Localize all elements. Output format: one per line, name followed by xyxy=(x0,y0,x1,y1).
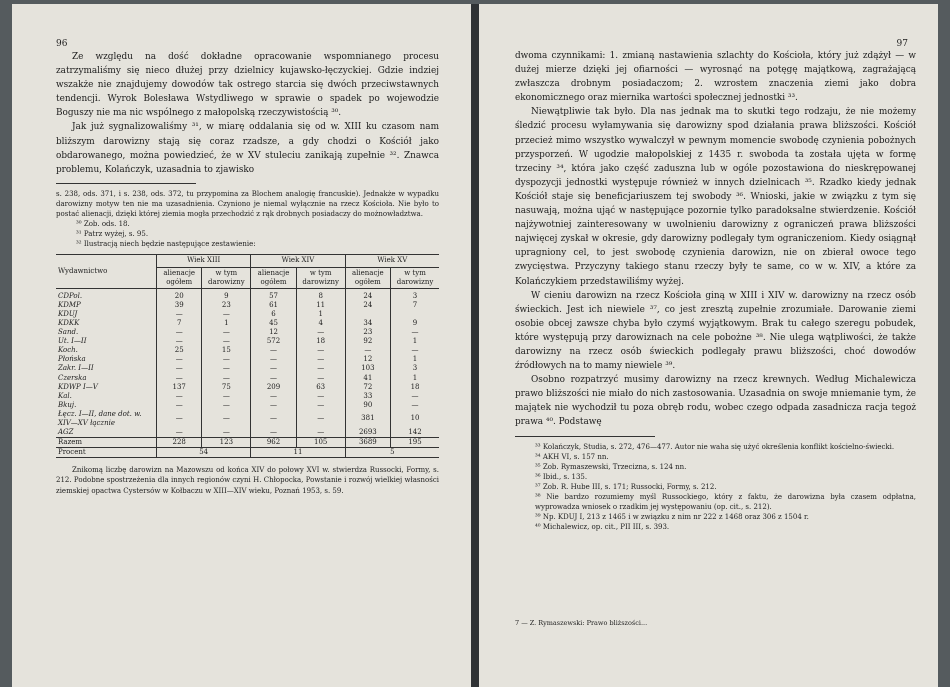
table-cell: — xyxy=(157,401,202,410)
table-cell: Ut. I—II xyxy=(58,337,87,346)
table-cell: — xyxy=(251,428,296,438)
subheader: alienacje ogółem xyxy=(345,267,390,288)
paragraph: W cieniu darowizn na rzecz Kościoła giną w XIII i XIV w. darowizny na rzecz osób świeckich. Jest ich niewiele ³⁷, co jest zresztą zupełnie zrozumiałe. Darowanie ziemi osobie obcej zawsze chyba było czymś wyjątkowym. Brak tu całego szeregu pobudek, które występują przy darowiznach na cele pobożne ³⁸. Nie ulega wątpliwości, że także darowizny na rzecz osób świeckich podlegały prawu bliższości, choć dowodów źródłowych na to mamy niewiele ³⁹. xyxy=(515,290,916,372)
table-cell: — xyxy=(296,364,345,373)
table-cell: 12 xyxy=(345,355,390,364)
book-gutter xyxy=(471,4,479,687)
table-cell: 5 xyxy=(345,448,439,458)
table-cell: Koch. xyxy=(58,346,78,355)
right-body-text xyxy=(515,49,916,430)
table-cell: 33 xyxy=(345,392,390,401)
page-number-left: 96 xyxy=(56,39,68,49)
table-cell: 23 xyxy=(202,301,251,310)
table-cell: CDPol. xyxy=(58,291,83,300)
table-cell: 75 xyxy=(202,383,251,392)
table-cell: — xyxy=(391,401,439,410)
table-row xyxy=(56,355,439,364)
table-cell: — xyxy=(202,392,251,401)
left-body-text xyxy=(56,50,439,177)
table-cell: Zakr. I—II xyxy=(58,364,94,373)
table-cell: KDKK xyxy=(58,318,80,327)
table-cell: 10 xyxy=(391,410,439,428)
table-cell: KDMP xyxy=(58,300,81,309)
table-cell: KDUJ xyxy=(58,309,78,318)
table-cell: 3 xyxy=(391,288,439,301)
right-page xyxy=(479,4,938,687)
table-cell: — xyxy=(296,428,345,438)
table-cell: — xyxy=(157,410,202,428)
group-header: Wiek XIV xyxy=(251,255,345,267)
table-cell: — xyxy=(202,401,251,410)
table-cell: 103 xyxy=(345,364,390,373)
left-page xyxy=(12,4,471,687)
table-cell: KDWP I—V xyxy=(58,382,98,391)
table-cell: 20 xyxy=(157,288,202,301)
table-cell: 57 xyxy=(251,288,296,301)
table-cell: 1 xyxy=(202,319,251,328)
table-cell: — xyxy=(157,392,202,401)
table-cell: 9 xyxy=(202,288,251,301)
table-cell: 54 xyxy=(157,448,251,458)
table-cell: — xyxy=(296,355,345,364)
table-cell: — xyxy=(296,392,345,401)
table-cell: — xyxy=(157,364,202,373)
table-cell: 23 xyxy=(345,328,390,337)
right-footnotes xyxy=(515,442,916,533)
table-row xyxy=(56,328,439,337)
table-cell xyxy=(345,310,390,319)
footnote: ³² Ilustracją niech będzie następujące zestawienie: xyxy=(76,240,256,249)
table-row xyxy=(56,364,439,373)
table-cell: 962 xyxy=(251,438,296,448)
subheader: w tym darowizny xyxy=(202,267,251,288)
table-cell: 1 xyxy=(391,355,439,364)
table-cell: 137 xyxy=(157,383,202,392)
table-cell: 1 xyxy=(296,310,345,319)
table-cell: — xyxy=(202,355,251,364)
table-cell: — xyxy=(391,346,439,355)
footnote: ³⁹ Np. KDUJ I, 213 z 1465 i w związku z nim nr 222 z 1468 oraz 306 z 1504 r. xyxy=(535,513,809,522)
table-cell: — xyxy=(202,428,251,438)
table-cell: — xyxy=(251,364,296,373)
table-body xyxy=(56,288,439,438)
table-cell: 228 xyxy=(157,438,202,448)
table-cell: 24 xyxy=(345,301,390,310)
table-cell: — xyxy=(296,410,345,428)
table-cell: 18 xyxy=(391,383,439,392)
column-header-publication: Wydawnictwo xyxy=(56,255,157,288)
table-cell: AGZ xyxy=(58,428,74,437)
table-cell xyxy=(391,310,439,319)
table-cell: Bkuj. xyxy=(58,400,77,409)
table-cell: 41 xyxy=(345,374,390,383)
table-cell: — xyxy=(202,328,251,337)
table-cell: 572 xyxy=(251,337,296,346)
group-header: Wiek XV xyxy=(345,255,439,267)
table-cell: — xyxy=(251,355,296,364)
table-row xyxy=(56,346,439,355)
table-cell: 3689 xyxy=(345,438,390,448)
footnote: s. 238, ods. 371, i s. 238, ods. 372, tu przypomina za Blochem analogię francuskie). Jednakże w wypadku darowizny motyw ten nie ma uzasadnienia. Czyniono je niemal wyłącznie na rzecz Kościoła. Nie było to postać alienacji, dzięki której ziemia mogła przechodzić z rąk drobnych posiadaczy do możnowładztwa. xyxy=(56,189,439,219)
table-cell: Łęcz. I—II, dane dot. w. XIV—XV łącznie xyxy=(58,409,142,427)
table-row xyxy=(56,383,439,392)
table-cell: — xyxy=(296,401,345,410)
table-cell: — xyxy=(251,374,296,383)
footnote: ³⁸ Nie bardzo rozumiemy myśl Russockiego, który z faktu, że darowizna była czasem odpłatna, wyprowadza wniosek o rzadkim jej występowaniu (op. cit., s. 212). xyxy=(535,493,916,512)
table-cell: 8 xyxy=(296,288,345,301)
table-caption xyxy=(56,465,439,495)
table-cell: Czerska xyxy=(58,373,87,382)
table-cell: 105 xyxy=(296,438,345,448)
footnote: ³⁶ Ibid., s. 135. xyxy=(535,472,588,481)
footnote: ⁴⁰ Michalewicz, op. cit., PII III, s. 393. xyxy=(535,523,670,532)
group-header: Wiek XIII xyxy=(157,255,251,267)
table-cell: — xyxy=(296,346,345,355)
table-cell: Sand. xyxy=(58,328,79,337)
table-cell: — xyxy=(157,337,202,346)
table-row xyxy=(56,337,439,346)
table-cell: 1 xyxy=(391,337,439,346)
table-cell: 34 xyxy=(345,319,390,328)
table-row xyxy=(56,401,439,410)
table-cell: 7 xyxy=(391,301,439,310)
table-cell: — xyxy=(157,310,202,319)
table-cell: 7 xyxy=(157,319,202,328)
table-row xyxy=(56,301,439,310)
printer-signature: 7 — Z. Rymaszewski: Prawo bliższości... xyxy=(515,619,648,627)
table-cell: — xyxy=(202,410,251,428)
table-cell: 209 xyxy=(251,383,296,392)
table-cell: 63 xyxy=(296,383,345,392)
table-cell: 15 xyxy=(202,346,251,355)
table-cell: 9 xyxy=(391,319,439,328)
table-cell: — xyxy=(202,364,251,373)
table-cell: — xyxy=(202,337,251,346)
table-cell: 11 xyxy=(296,301,345,310)
table-cell: 123 xyxy=(202,438,251,448)
table-cell: Procent xyxy=(56,448,157,458)
paragraph: Osobno rozpatrzyć musimy darowizny na rzecz krewnych. Według Michalewicza prawo bliższości nie miało do nich zastosowania. Uzasadnia on swoje mniemanie tym, że majątek nie wychodził tu poza obręb rodu, wobec czego odpada zasadnicza racja tegoż prawa ⁴⁰. Podstawę xyxy=(515,375,916,428)
page-number-right: 97 xyxy=(896,39,908,49)
table-cell: 142 xyxy=(391,428,439,438)
table-row xyxy=(56,410,439,428)
table-cell: — xyxy=(157,328,202,337)
table-cell: — xyxy=(202,374,251,383)
table-cell: — xyxy=(296,374,345,383)
footnote: ³⁰ Zob. ods. 18. xyxy=(76,220,130,229)
table-cell: — xyxy=(202,310,251,319)
footnote: ³⁴ AKH VI, s. 157 nn. xyxy=(535,452,609,461)
paragraph: Ze względu na dość dokładne opracowanie wspomnianego procesu zatrzymaliśmy się nieco dłużej przy dzielnicy kujawsko-łęczyckiej. Gdzie indziej wszakże nie znajdujemy dowodów tak ostrego starcia się dwóch przeciwstawnych tendencji. Wyrok Bolesława Wstydliwego w sprawie o spadek po wojewodzie Boguszy nie ma nic wspólnego z małopolską rzeczywistością ³⁰. xyxy=(56,52,439,119)
donations-table xyxy=(56,254,439,458)
table-cell: 72 xyxy=(345,383,390,392)
table-cell: — xyxy=(157,428,202,438)
table-cell: 12 xyxy=(251,328,296,337)
footnote-divider xyxy=(56,183,196,184)
table-percent-row xyxy=(56,448,439,458)
table-cell: Płońska xyxy=(58,355,86,364)
table-cell: 18 xyxy=(296,337,345,346)
table-total-row xyxy=(56,438,439,448)
table-cell: 195 xyxy=(391,438,439,448)
table-cell: — xyxy=(391,392,439,401)
table-cell: — xyxy=(296,328,345,337)
table-cell: — xyxy=(157,355,202,364)
table-row xyxy=(56,428,439,438)
paragraph: Jak już sygnalizowaliśmy ³¹, w miarę oddalania się od w. XIII ku czasom nam bliższym darowizny stają się coraz rzadsze, a gdy chodzi o Kościół jako obdarowanego, można powiedzieć, że w XV stuleciu zanikają zupełnie ³². Znawca problemu, Kolańczyk, uzasadnia to zjawisko xyxy=(56,122,439,175)
table-row xyxy=(56,319,439,328)
table-cell: 24 xyxy=(345,288,390,301)
table-row xyxy=(56,310,439,319)
table-row xyxy=(56,288,439,301)
table-cell: — xyxy=(251,410,296,428)
table-cell: — xyxy=(251,346,296,355)
table-cell: 11 xyxy=(251,448,345,458)
table-cell: 90 xyxy=(345,401,390,410)
table-cell: 6 xyxy=(251,310,296,319)
table-cell: 4 xyxy=(296,319,345,328)
table-cell: 2693 xyxy=(345,428,390,438)
footnote: ³¹ Patrz wyżej, s. 95. xyxy=(76,230,149,239)
paragraph: dwoma czynnikami: 1. zmianą nastawienia szlachty do Kościoła, który już zdążył — w dużej mierze dzięki jej ofiarności — wyrosnąć na potęgę majątkową, zagrażającą zwłaszcza drobnym posiadaczom; 2. wzrostem znaczenia ziemi jako dobra ekonomicznego oraz miernika wartości społecznej jednostki ³³. xyxy=(515,51,916,104)
table-cell: 25 xyxy=(157,346,202,355)
table-cell: 92 xyxy=(345,337,390,346)
table-cell: 61 xyxy=(251,301,296,310)
table-cell: — xyxy=(391,328,439,337)
subheader: alienacje ogółem xyxy=(157,267,202,288)
footnote: ³⁵ Zob. Rymaszewski, Trzecizna, s. 124 nn. xyxy=(535,462,687,471)
paragraph: Niewątpliwie tak było. Dla nas jednak ma to skutki tego rodzaju, że nie możemy śledzić procesu wyłamywania się darowizny spod działania prawa bliższości. Kościół przecież mimo wszystko wywalczył w pewnym momencie swobodę czynienia pobożnych przysporzeń. W ugodzie małopolskiej z 1435 r. swoboda ta została ujęta w formę trzeciny ³⁴, która jako część zaduszna lub w ogóle pozostawiona do nieskrępowanej dyspozycji jednostki występuje również w innych dzielnicach ³⁵. Rzadko kiedy jednak Kościół staje się beneficjariuszem tej swobody ³⁶. Wnioski, jakie w związku z tym się nasuwają, można ująć w następujące pozornie tylko paradoksalne stwierdzenie. Kościół najżywotniej zainteresowany w uwolnieniu darowizny z ograniczeń prawa bliższości najwięcej zyskał w okresie, gdy darowizny podlegały tym ograniczeniom. Kiedy osiągnął upragniony cel, to jest swobodę czynienia darowizn, nie on zbierał owoce tego zwycięstwa. Przyczyny takiego stanu rzeczy były te same, co w w. XIV, a które za Kolańczykiem przedstawiliśmy wyżej. xyxy=(515,107,916,287)
left-footnotes xyxy=(56,189,439,250)
table-cell: 45 xyxy=(251,319,296,328)
table-cell: 1 xyxy=(391,374,439,383)
table-cell: — xyxy=(251,401,296,410)
table-cell: Razem xyxy=(56,438,157,448)
table-cell: 3 xyxy=(391,364,439,373)
table-cell: Kal. xyxy=(58,391,72,400)
caption-text: Znikomą liczbę darowizn na Mazowszu od końca XIV do połowy XVI w. stwierdza Russocki, Formy, s. 212. Podobne spostrzeżenia dla innych regionów czyni H. Chłopocka, Powstanie i rozwój wielkiej własności ziemskiej opactwa Cystersów w Kołbaczu w XIII—XIV wieku, Poznań 1953, s. 59. xyxy=(56,466,439,495)
subheader: alienacje ogółem xyxy=(251,267,296,288)
footnote: ³³ Kolańczyk, Studia, s. 272, 476—477. Autor nie waha się użyć określenia konflikt kościelno-świecki. xyxy=(535,442,895,451)
table-cell: 381 xyxy=(345,410,390,428)
footnote: ³⁷ Zob. R. Hube III, s. 171; Russocki, Formy, s. 212. xyxy=(535,482,717,491)
subheader: w tym darowizny xyxy=(391,267,439,288)
footnote-divider xyxy=(515,436,655,437)
table-cell: — xyxy=(345,346,390,355)
table-cell: 39 xyxy=(157,301,202,310)
table-cell: — xyxy=(251,392,296,401)
table-row xyxy=(56,374,439,383)
table-row xyxy=(56,392,439,401)
subheader: w tym darowizny xyxy=(296,267,345,288)
table-cell: — xyxy=(157,374,202,383)
